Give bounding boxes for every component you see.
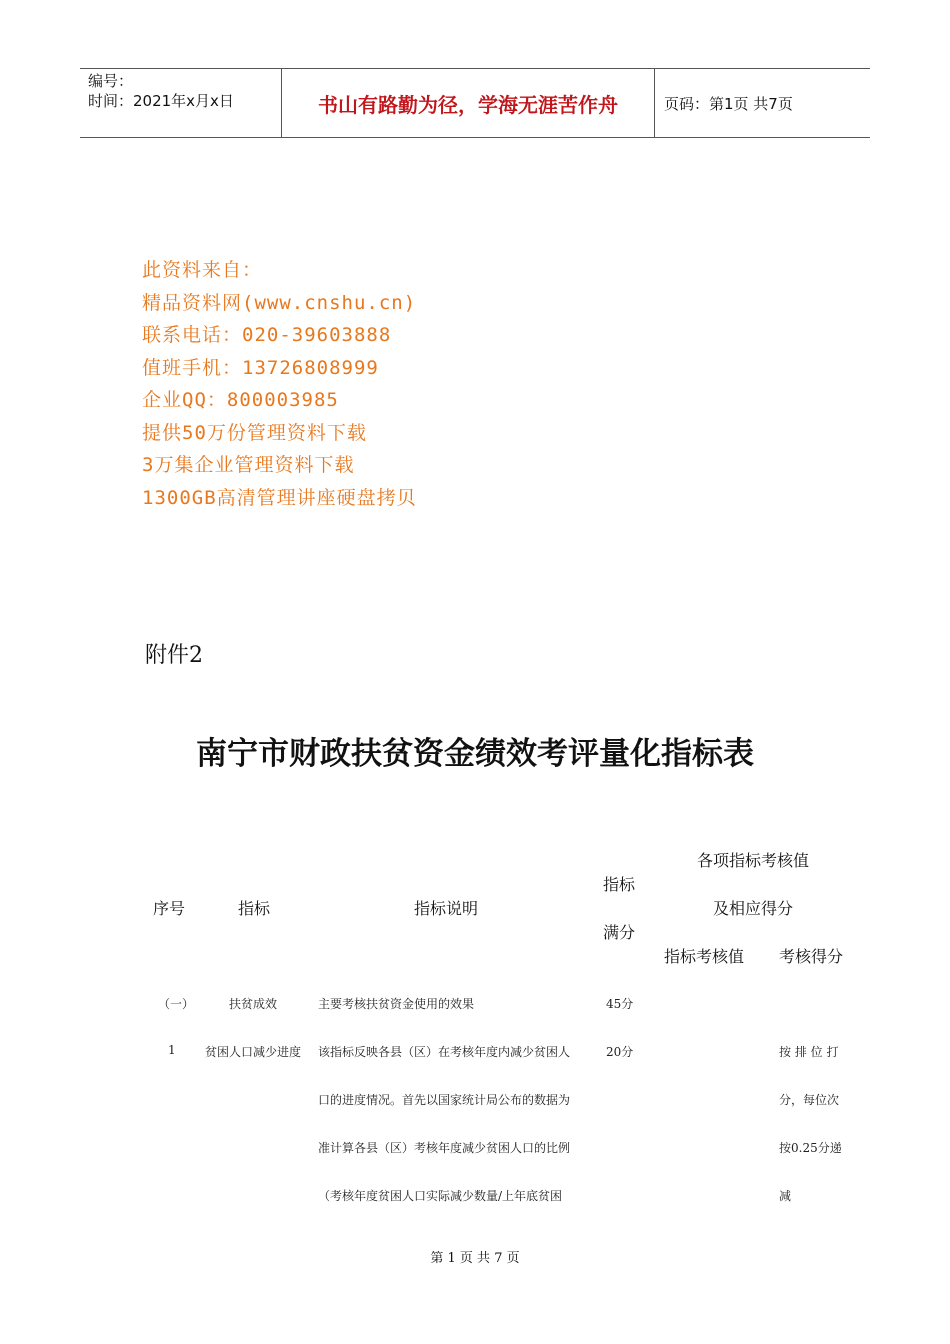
header-motto: 书山有路勤为径，学海无涯苦作舟 bbox=[318, 92, 618, 117]
row-description-line: 该指标反映各县（区）在考核年度内减少贫困人 bbox=[318, 1045, 571, 1059]
promo-line: 联系电话：020-39603888 bbox=[142, 324, 392, 346]
header-assess-value: 指标考核值 bbox=[664, 947, 745, 966]
promo-line: 此资料来自： bbox=[142, 259, 263, 281]
header-description: 指标说明 bbox=[414, 899, 479, 918]
code-label: 编号： bbox=[88, 72, 134, 90]
promo-line: 提供50万份管理资料下载 bbox=[142, 421, 367, 444]
page-footer: 第 1 页 共 7 页 bbox=[430, 1251, 520, 1266]
promo-line: 3万集企业管理资料下载 bbox=[142, 454, 355, 476]
header-group-1: 各项指标考核值 bbox=[697, 851, 810, 870]
row-full-score: 45分 bbox=[606, 997, 634, 1011]
promo-block bbox=[142, 254, 417, 514]
header-group-2: 及相应得分 bbox=[713, 899, 794, 918]
row-description-line: （考核年度贫困人口实际减少数量/上年底贫困 bbox=[318, 1189, 563, 1203]
header-full-score-2: 满分 bbox=[603, 923, 636, 942]
promo-line: 精品资料网(www.cnshu.cn) bbox=[142, 291, 417, 314]
row-assess-score-line: 分，每位次 bbox=[779, 1093, 840, 1107]
document-title-text: 南宁市财政扶贫资金绩效考评量化指标表 bbox=[196, 736, 754, 772]
promo-line: 1300GB高清管理讲座硬盘拷贝 bbox=[142, 486, 417, 509]
document-title bbox=[0, 728, 950, 773]
header-divider bbox=[654, 69, 655, 137]
header-assess-score: 考核得分 bbox=[779, 947, 844, 966]
row-description: 主要考核扶贫资金使用的效果 bbox=[318, 997, 475, 1011]
row-indicator: 扶贫成效 bbox=[229, 997, 278, 1011]
row-seq: 1 bbox=[168, 1043, 176, 1057]
row-assess-score-line: 按0.25分递 bbox=[779, 1141, 842, 1155]
row-assess-score-line: 减 bbox=[779, 1189, 792, 1203]
row-description-line: 口的进度情况。首先以国家统计局公布的数据为 bbox=[318, 1093, 571, 1107]
row-description-line: 准计算各县（区）考核年度减少贫困人口的比例 bbox=[318, 1141, 571, 1155]
promo-line: 值班手机：13726808999 bbox=[142, 356, 379, 379]
header-seq: 序号 bbox=[153, 899, 186, 918]
header-page-info: 页码：第1页 共7页 bbox=[664, 94, 793, 113]
header-meta bbox=[88, 71, 283, 111]
row-assess-score-line: 按 排 位 打 bbox=[779, 1045, 839, 1059]
attachment-label: 附件2 bbox=[145, 643, 203, 668]
time-label: 时间：2021年x月x日 bbox=[88, 92, 234, 110]
row-full-score: 20分 bbox=[606, 1045, 634, 1059]
page-header bbox=[80, 68, 870, 138]
promo-line: 企业QQ：800003985 bbox=[142, 389, 339, 411]
row-seq: （一） bbox=[158, 997, 195, 1011]
row-indicator: 贫困人口减少进度 bbox=[205, 1045, 302, 1059]
header-full-score-1: 指标 bbox=[603, 875, 636, 894]
header-indicator: 指标 bbox=[238, 899, 271, 918]
